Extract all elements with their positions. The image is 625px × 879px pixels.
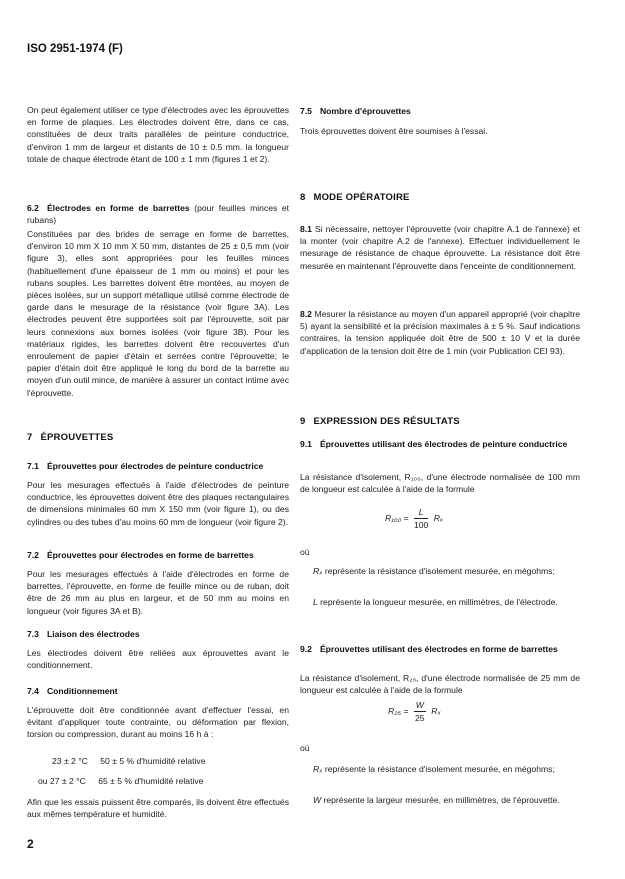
section-6-2-heading — [27, 202, 289, 226]
section-7-4-text-2: Afin que les essais puissent être comparés, ils doivent être effectués aux mêmes température et humidité. — [27, 797, 289, 820]
condition-2 — [38, 775, 203, 787]
section-7-4-heading — [27, 685, 289, 697]
section-title: Éprouvettes pour électrodes en forme de barrettes — [46, 550, 254, 560]
symbol: Rₓ — [313, 566, 323, 576]
fraction — [414, 699, 426, 724]
section-title: Éprouvettes utilisant des électrodes en forme de barrettes — [319, 644, 558, 654]
formula-rhs: Rₓ — [431, 705, 441, 716]
section-6-2-text: Constituées par des brides de serrage en forme de barrettes, d'environ 10 mm X 10 mm X 50 mm, distantes de 25 ± 0,5 mm (voir figure 3), elles sont appropriées pour les feuilles minces (habituellement d'une épaisseur de 1 mm ou moins) et pour les rubans souples. Les barrettes doivent être montées, au moyen de pièces isolées, sur un support métallique utilisé comme électrode de garde dans le mesurage de la résistance (voir figure 3A). Les électrodes peuvent être supportées soit par l'éprouvette, soit par leurs connexions aux bornes isolées (voir figure 3B). Pour les matériaux rigides, les barrettes doivent être recouvertes d'un enroulement de papier d'étain et serrées contre l'éprouvette; le papier d'étain doit être appliqué le long du bord de la barrette au moyen d'un outil mince, de manière à assurer un contact intime avec l'éprouvette. — [27, 229, 289, 398]
page-number: 2 — [27, 837, 34, 851]
denominator: 25 — [415, 713, 425, 724]
section-9-2-text: La résistance d'isolement, R₂₅, d'une électrode normalisée de 25 mm de longueur est calculée à l'aide de la formule — [300, 673, 580, 696]
definition-text: représente la longueur mesurée, en millimètres, de l'électrode. — [320, 597, 558, 607]
section-number: 6.2 — [27, 203, 39, 213]
symbol: W — [313, 795, 322, 805]
numerator: W — [414, 699, 426, 712]
formula-r25 — [388, 699, 441, 724]
section-number: 7.1 — [27, 461, 39, 471]
section-text: Si nécessaire, nettoyer l'éprouvette (voir chapitre A.1 de l'annexe) et la monter (voir chapitre A.2 de l'annexe). Effectuer individuellement le mesurage de résistance de chaque éprouvette. La résistance doit être mesurée en maintenant l'éprouvette dans l'enceinte de conditionnement. — [300, 224, 581, 271]
section-8-2-text — [300, 308, 580, 357]
section-7-5-text: Trois éprouvettes doivent être soumises à l'essai. — [300, 126, 488, 136]
section-title: Éprouvettes utilisant des électrodes de peinture conductrice — [319, 439, 568, 449]
section-text: Mesurer la résistance au moyen d'un appareil approprié (voir chapitre 5) ayant la sensibilité et la précision maximales à ± 5 %. Sauf indications contraires, la tension appliquée doit être de 500 ± 10 V et la durée d'application de la tension doit être de 1 min (voir Publication CEI 93). — [300, 309, 581, 356]
definition-text: représente la largeur mesurée, en millimètres, de l'éprouvette. — [323, 795, 560, 805]
section-7-1-heading — [27, 460, 289, 472]
formula-lhs: R₂₅ = — [388, 705, 409, 716]
section-title: Conditionnement — [46, 686, 118, 696]
definition-text: représente la résistance d'isolement mesurée, en mégohms; — [324, 566, 555, 576]
section-title: Nombre d'éprouvettes — [319, 106, 411, 116]
section-7-2-heading — [27, 549, 289, 561]
section-title: ÉPROUVETTES — [40, 432, 114, 443]
condition-temperature: 23 ± 2 °C — [52, 756, 88, 766]
symbol: Rₓ — [313, 764, 323, 774]
section-number: 9.2 — [300, 644, 312, 654]
condition-1 — [52, 755, 206, 767]
condition-temperature: ou 27 ± 2 °C — [38, 776, 86, 786]
section-title: Éprouvettes pour électrodes de peinture conductrice — [46, 461, 264, 471]
section-title-suffix: (pour feuilles minces et rubans) — [27, 203, 289, 226]
section-title: Liaison des électrodes — [46, 629, 140, 639]
section-7-heading — [27, 432, 289, 444]
section-7-4-text: L'éprouvette doit être conditionnée avant d'effectuer l'essai, en évitant d'appliquer toute contrainte, ou déformation par flexion, torsion ou compression, durant au moins 16 h à : — [27, 705, 289, 740]
section-9-2-heading — [300, 643, 580, 655]
section-number: 9.1 — [300, 439, 312, 449]
definition-l — [313, 596, 580, 608]
section-7-3-heading — [27, 628, 289, 640]
section-number: 7.2 — [27, 550, 39, 560]
symbol: L — [313, 597, 318, 607]
formula-rhs: Rₓ — [433, 512, 444, 523]
section-7-2-text: Pour les mesurages effectués à l'aide d'électrodes en forme de barrettes, l'éprouvette, en forme de feuille mince ou de ruban, doit être de 26 mm au plus en largeur, et de 50 mm au moins en longueur (voir figures 3A et B). — [27, 569, 289, 616]
formula-lhs: R₁₀₀ = — [385, 512, 409, 523]
definition-text: représente la résistance d'isolement mesurée, en mégohms; — [324, 764, 555, 774]
section-number: 7 — [27, 432, 33, 443]
definition-rx — [313, 763, 580, 775]
definition-w — [313, 794, 580, 806]
section-8-heading — [300, 192, 580, 204]
section-title: Électrodes en forme de barrettes — [46, 203, 190, 213]
formula-r100 — [385, 506, 443, 531]
section-8-1-text — [300, 223, 580, 272]
section-title: MODE OPÉRATOIRE — [313, 192, 410, 203]
section-7-1-text: Pour les mesurages effectués à l'aide d'électrodes de peinture conductrice, les éprouvettes doivent être des plaques rectangulaires de dimensions minimales 60 mm X 150 mm (voir figure 1), ou des cylindres ou des tubes d'au moins 60 mm de longueur (voir figure 2). — [27, 480, 289, 527]
section-7-5-heading — [300, 105, 580, 117]
section-number: 9 — [300, 416, 306, 427]
condition-humidity: 65 ± 5 % d'humidité relative — [98, 776, 204, 786]
section-number: 7.3 — [27, 629, 39, 639]
page-header: ISO 2951-1974 (F) — [27, 43, 123, 55]
where-label: où — [300, 547, 310, 557]
section-9-1-text: La résistance d'isolement, R₁₀₀, d'une électrode normalisée de 100 mm de longueur est calculée à l'aide de la formule — [300, 472, 580, 495]
section-number: 7.4 — [27, 686, 39, 696]
numerator: L — [414, 506, 428, 519]
fraction — [414, 506, 428, 531]
section-number: 7.5 — [300, 106, 312, 116]
denominator: 100 — [413, 520, 429, 531]
section-9-1-heading — [300, 438, 580, 450]
intro-paragraph: On peut également utiliser ce type d'électrodes avec les éprouvettes en forme de plaques. Les électrodes doivent être, dans ce cas, constituées de deux traits parallèles de peinture conductrice, d'environ 1 mm de largeur et distants de 10 ± 0.5 mm. la longueur totale de chaque électrode étant de 100 ± 1 mm (figures 1 et 2). — [27, 105, 289, 164]
section-9-heading — [300, 416, 580, 428]
section-7-3-text: Les électrodes doivent être reliées aux éprouvettes avant le conditionnement. — [27, 648, 289, 671]
where-label: où — [300, 743, 310, 753]
section-number: 8.2 — [300, 309, 312, 319]
section-title: EXPRESSION DES RÉSULTATS — [313, 416, 460, 427]
definition-rx — [313, 565, 580, 577]
section-number: 8 — [300, 192, 306, 203]
section-number: 8.1 — [300, 224, 312, 234]
condition-humidity: 50 ± 5 % d'humidité relative — [100, 756, 206, 766]
